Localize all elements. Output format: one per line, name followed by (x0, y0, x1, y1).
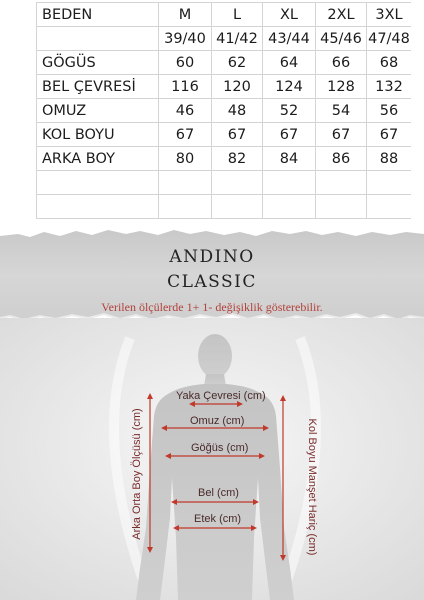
table-cell: 132 (367, 75, 412, 99)
size-table-section (0, 0, 424, 230)
brand-name-line1: ANDINO (169, 247, 255, 267)
table-cell: 67 (212, 123, 263, 147)
table-cell: 88 (367, 147, 412, 171)
table-cell: 48 (212, 99, 263, 123)
waist-label: Bel (cm) (198, 487, 239, 499)
table-row (37, 75, 412, 99)
sleeve-length-label: Kol Boyu Manşet Hariç (cm) (306, 418, 318, 556)
shoulder-label: Omuz (cm) (190, 415, 245, 427)
table-cell: 60 (159, 51, 212, 75)
table-cell: 80 (159, 147, 212, 171)
collar-label: Yaka Çevresi (cm) (176, 390, 266, 402)
table-cell: 128 (316, 75, 367, 99)
table-cell: 54 (316, 99, 367, 123)
table-cell: 67 (316, 123, 367, 147)
tolerance-note: Verilen ölçülerde 1+ 1- değişiklik gösterebilir. (101, 300, 323, 314)
row-label: BEL ÇEVRESİ (37, 75, 159, 99)
size-header: XL (263, 3, 316, 27)
empty-cell (37, 27, 159, 51)
back-length-label: Arka Orta Boy Ölçüsü (cm) (131, 408, 143, 540)
row-label: GÖGÜS (37, 51, 159, 75)
row-label: OMUZ (37, 99, 159, 123)
table-row (37, 123, 412, 147)
size-header: L (212, 3, 263, 27)
size-header: M (159, 3, 212, 27)
collar-size: 41/42 (212, 27, 263, 51)
table-subheader-row (37, 27, 412, 51)
table-cell: 68 (367, 51, 412, 75)
table-cell: 67 (159, 123, 212, 147)
table-cell: 120 (212, 75, 263, 99)
table-cell: 64 (263, 51, 316, 75)
measurement-diagram (0, 318, 424, 600)
table-cell: 84 (263, 147, 316, 171)
table-row (37, 99, 412, 123)
empty-row (37, 195, 412, 219)
table-cell: 67 (263, 123, 316, 147)
collar-size: 47/48 (367, 27, 412, 51)
table-row (37, 51, 412, 75)
collar-size: 43/44 (263, 27, 316, 51)
header-label: BEDEN (37, 3, 159, 27)
collar-size: 45/46 (316, 27, 367, 51)
size-header: 3XL (367, 3, 412, 27)
chest-label: Göğüs (cm) (191, 442, 249, 454)
table-cell: 124 (263, 75, 316, 99)
brand-name-line2: CLASSIC (167, 272, 257, 292)
size-table (36, 2, 411, 219)
size-header: 2XL (316, 3, 367, 27)
table-cell: 82 (212, 147, 263, 171)
table-cell: 116 (159, 75, 212, 99)
table-header-row (37, 3, 412, 27)
table-cell: 52 (263, 99, 316, 123)
table-cell: 66 (316, 51, 367, 75)
table-cell: 62 (212, 51, 263, 75)
table-cell: 46 (159, 99, 212, 123)
row-label: KOL BOYU (37, 123, 159, 147)
table-cell: 56 (367, 99, 412, 123)
empty-row (37, 171, 412, 195)
hem-label: Etek (cm) (194, 513, 242, 525)
table-cell: 86 (316, 147, 367, 171)
table-row (37, 147, 412, 171)
collar-size: 39/40 (159, 27, 212, 51)
row-label: ARKA BOY (37, 147, 159, 171)
table-cell: 67 (367, 123, 412, 147)
